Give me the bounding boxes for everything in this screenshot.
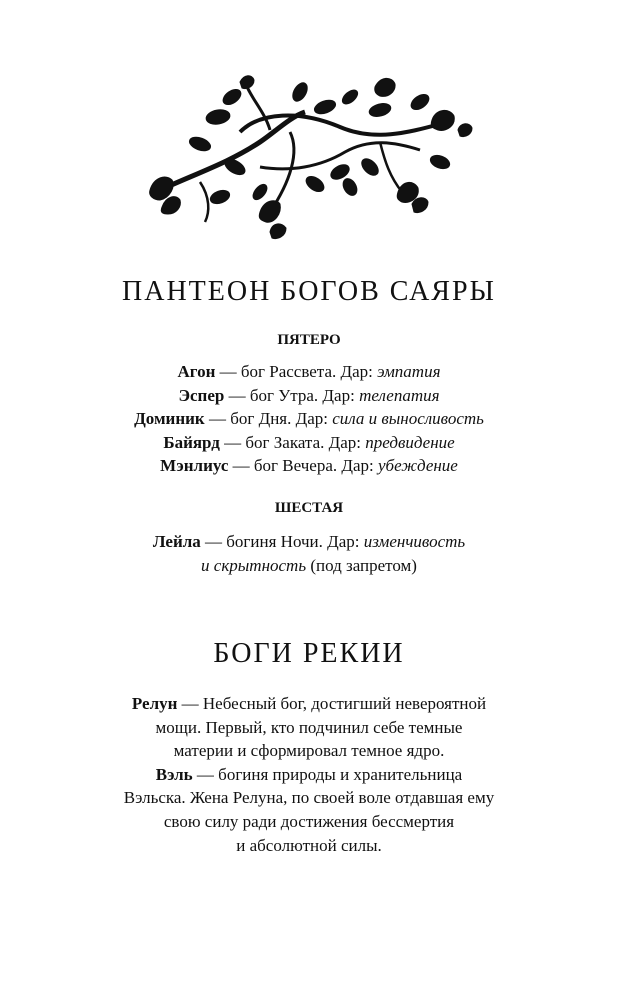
paragraph-line: свою силу ради достижения бессмертия [163,811,455,831]
group-heading-sixth: ШЕСТАЯ [274,500,344,516]
list-item: Доминик — бог Дня. Дар: сила и выносливость [134,409,484,429]
paragraph-line: Вэльска. Жена Релуна, по своей воле отдавшая ему [123,788,495,808]
sixth-goddess-entry [0,530,618,577]
section-title-sayara-pantheon: ПАНТЕОН БОГОВ САЯРЫ [122,276,496,307]
group-heading-five: ПЯТЕРО [277,332,341,348]
paragraph-line: материи и сформировал темное ядро. [173,741,445,761]
list-item: Эспер — бог Утра. Дар: телепатия [178,385,440,405]
rose-vine-icon [140,72,480,242]
paragraph-line: и абсолютной силы. [236,835,382,855]
five-gods-list [0,360,618,478]
list-item: Мэнлиус — бог Вечера. Дар: убеждение [160,456,458,476]
paragraph-line: Релун — Небесный бог, достигший невероятной [131,694,487,713]
list-item: Агон — бог Рассвета. Дар: эмпатия [177,362,441,381]
rekia-gods-text [0,692,618,857]
list-item: Лейла — богиня Ночи. Дар: изменчивость [152,532,466,551]
paragraph-line: мощи. Первый, кто подчинил себе темные [155,717,463,737]
list-item-continuation: и скрытность (под запретом) [201,555,417,575]
paragraph-line: Вэль — богиня природы и хранительница [155,764,463,784]
list-item: Байярд — бог Заката. Дар: предвидение [163,432,455,452]
section-title-rekia-gods: БОГИ РЕКИИ [213,638,405,669]
